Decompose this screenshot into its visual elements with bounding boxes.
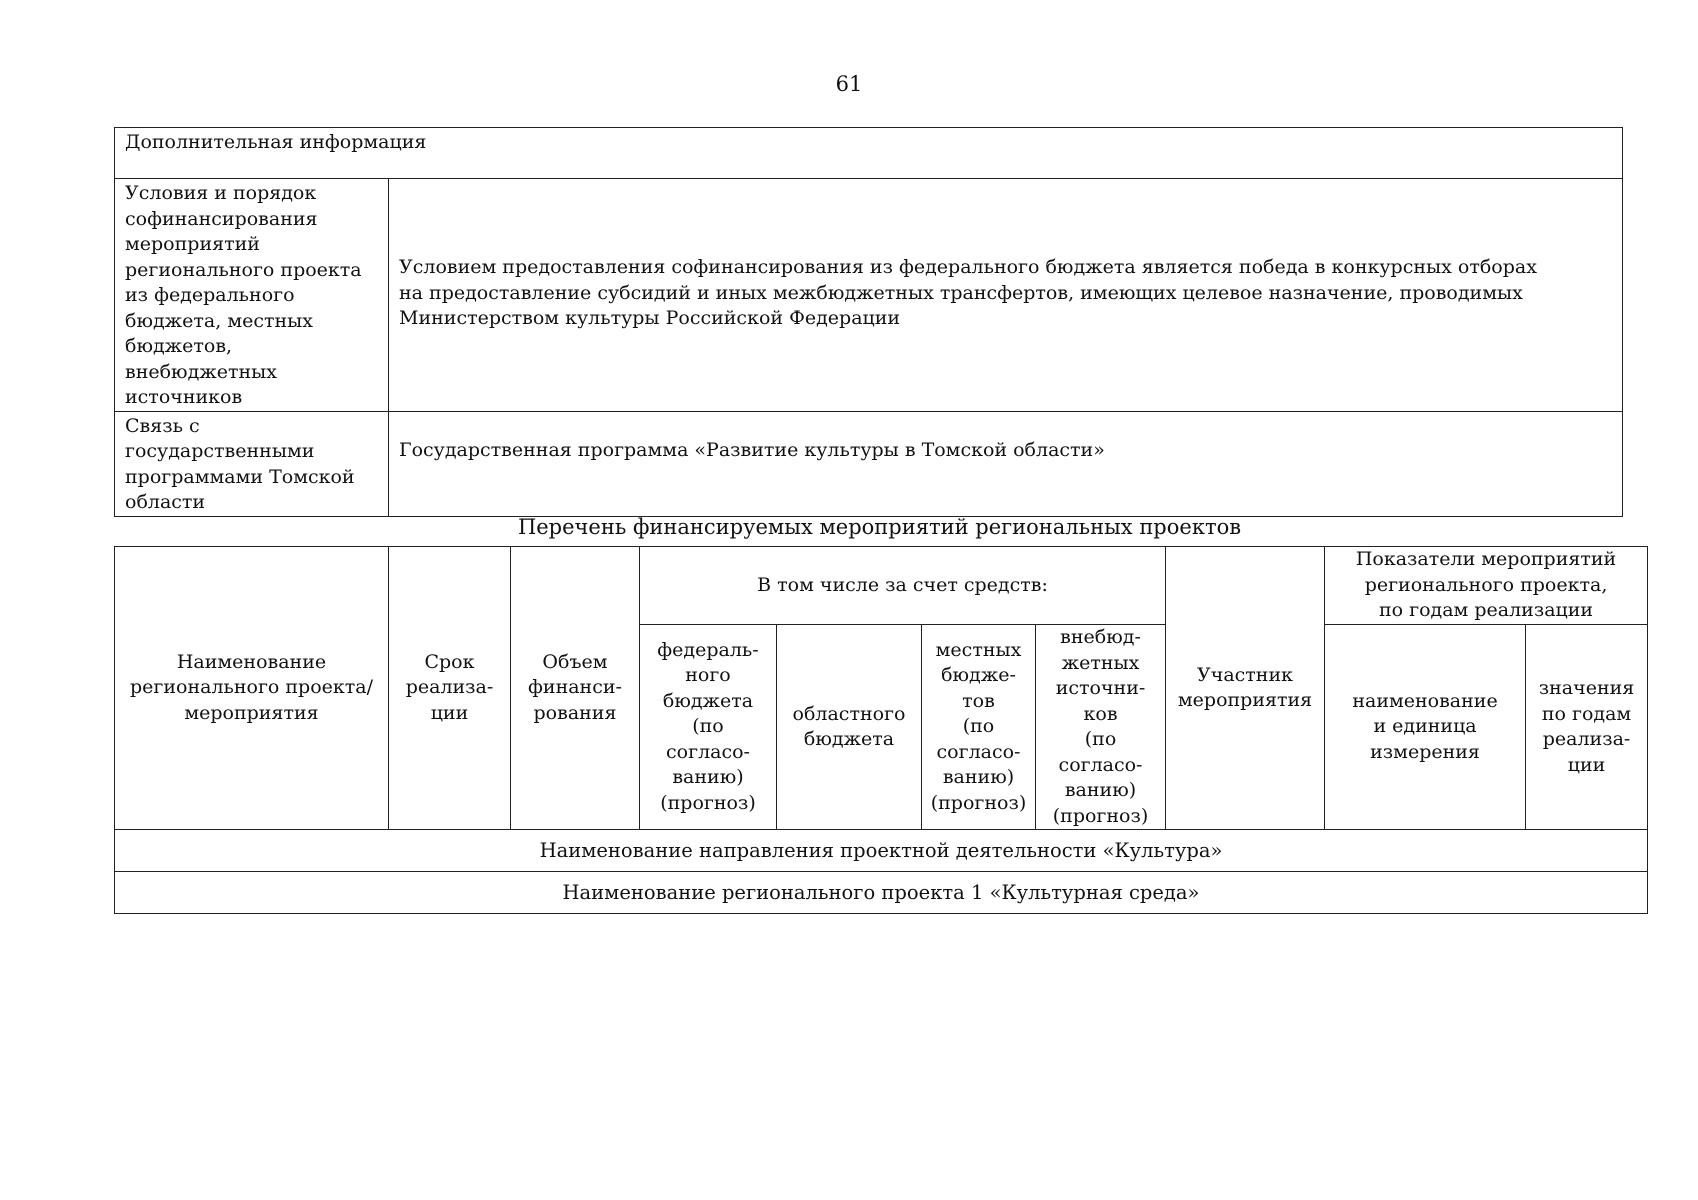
col-header-indicator-values: значения по годам реализа- ции: [1526, 625, 1648, 830]
page-number: 61: [835, 72, 863, 96]
col-header-extrabudgetary: внебюд- жетных источни- ков (по согласо- ванию) (прогноз): [1036, 625, 1166, 830]
col-header-volume: Объем финанси- рования: [511, 547, 640, 830]
col-header-project-name: Наименование регионального проекта/ мероприятия: [115, 547, 389, 830]
project-row: Наименование регионального проекта 1 «Культурная среда»: [115, 872, 1648, 914]
additional-info-header: Дополнительная информация: [115, 128, 1623, 179]
state-programs-label: Связь с государственными программами Томской области: [115, 411, 389, 516]
cofinancing-label: Условия и порядок софинансирования мероприятий регионального проекта из федерального бюджета, местных бюджетов, внебюджетных источников: [115, 179, 389, 412]
col-header-indicators-group: Показатели мероприятий регионального проекта, по годам реализации: [1325, 547, 1648, 625]
col-header-local-budgets: местных бюдже- тов (по согласо- ванию) (прогноз): [922, 625, 1036, 830]
direction-row: Наименование направления проектной деятельности «Культура»: [115, 830, 1648, 872]
col-header-federal-budget: федераль- ного бюджета (по согласо- ванию) (прогноз): [640, 625, 777, 830]
col-header-funds-group: В том числе за счет средств:: [640, 547, 1166, 625]
additional-info-table: [114, 127, 1623, 517]
col-header-regional-budget: областного бюджета: [777, 625, 922, 830]
col-header-term: Срок реализа- ции: [389, 547, 511, 830]
activities-table: [114, 546, 1648, 914]
state-programs-value: Государственная программа «Развитие культуры в Томской области»: [389, 411, 1623, 516]
col-header-indicator-name: наименование и единица измерения: [1325, 625, 1526, 830]
col-header-participant: Участник мероприятия: [1166, 547, 1325, 830]
cofinancing-value: Условием предоставления софинансирования из федерального бюджета является победа в конкурсных отборах на предоставление субсидий и иных межбюджетных трансфертов, имеющих целевое назначение, проводимых Министерством культуры Российской Федерации: [389, 179, 1623, 412]
activities-section-title: Перечень финансируемых мероприятий региональных проектов: [517, 515, 1242, 539]
